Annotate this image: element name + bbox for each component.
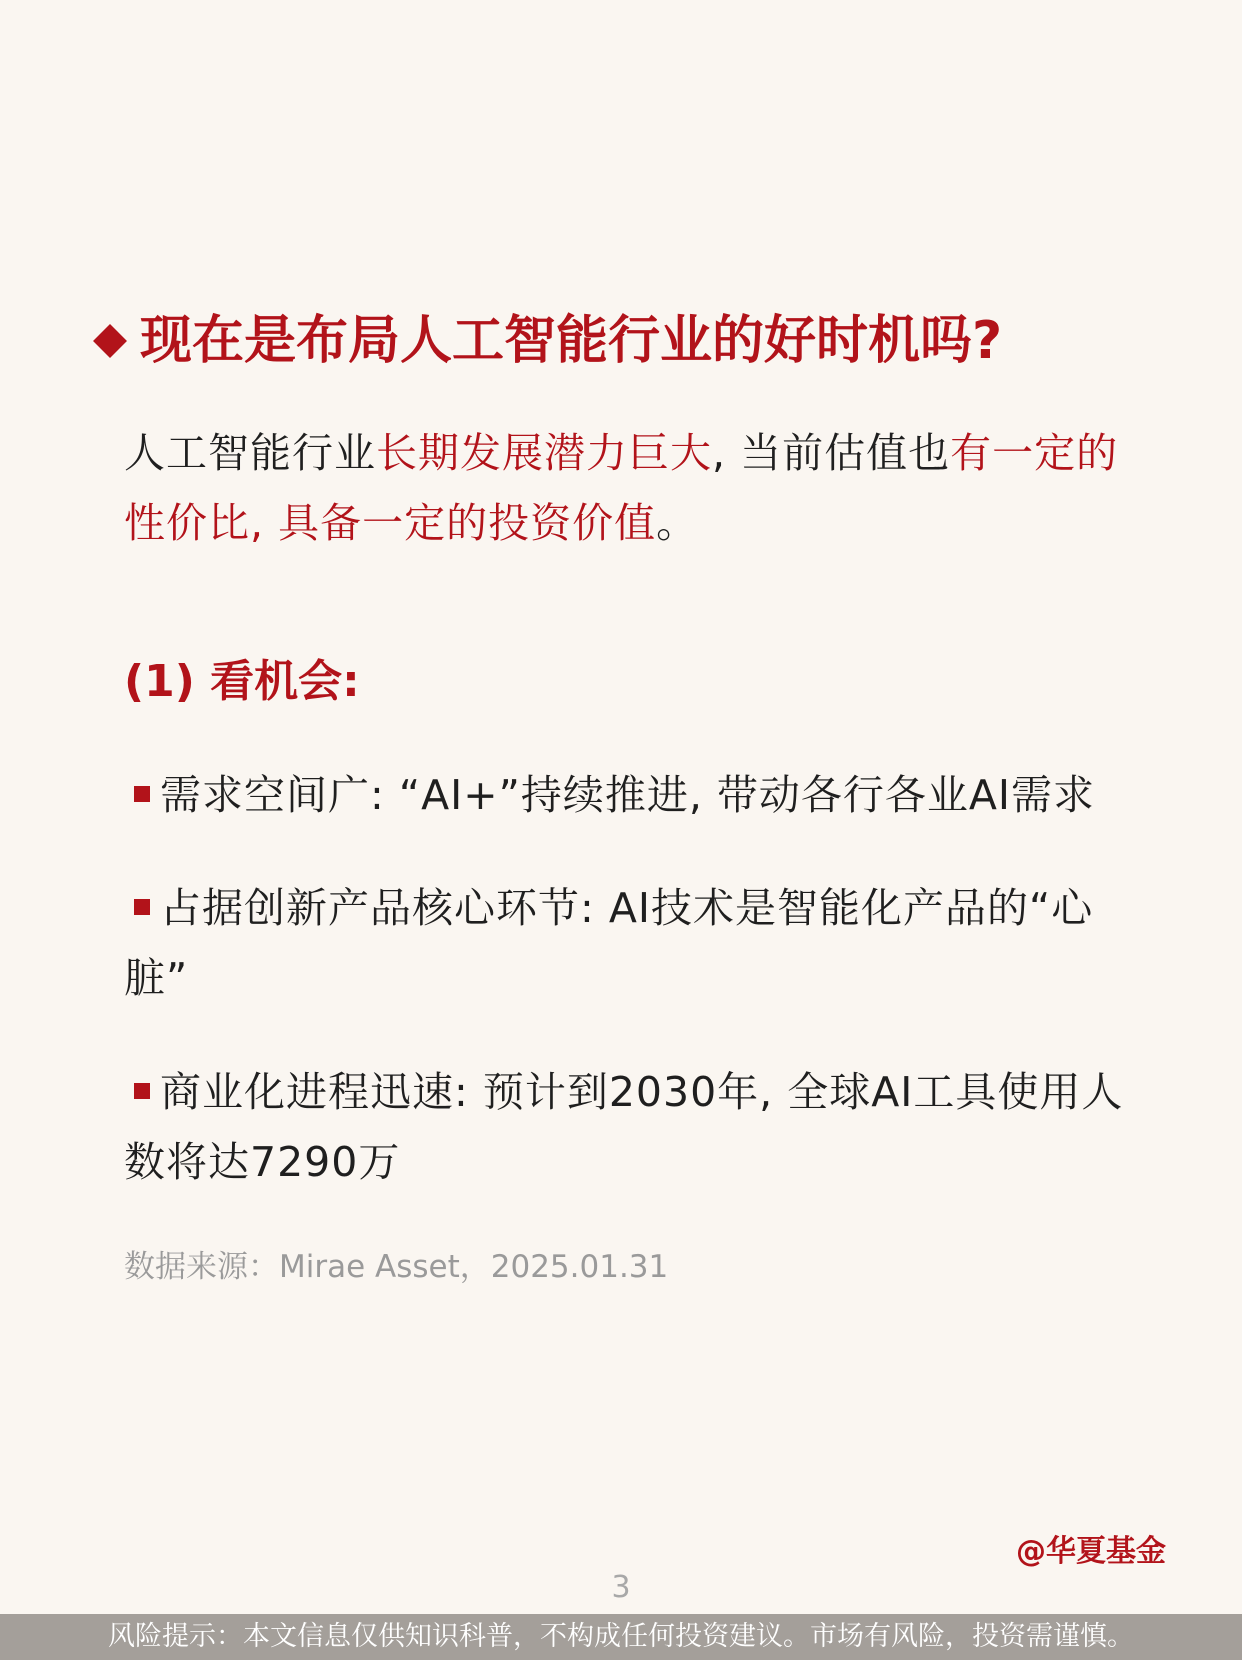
bullet-text: 需求空间广: “AI+”持续推进, 带动各行各业AI需求: [160, 771, 1096, 819]
page-number: 3: [611, 1570, 631, 1605]
data-source-note: 数据来源：Mirae Asset，2025.01.31: [124, 1249, 669, 1285]
bullet-item: [124, 760, 1154, 830]
square-bullet-icon: [134, 899, 150, 915]
intro-highlight-1: 长期发展潜力巨大: [376, 429, 712, 477]
brand-handle: @华夏基金: [1016, 1534, 1166, 1569]
risk-disclaimer-bar: 风险提示：本文信息仅供知识科普，不构成任何投资建议。市场有风险，投资需谨慎。: [0, 1614, 1242, 1660]
bullet-item: [124, 1057, 1154, 1197]
diamond-bullet-icon: [93, 324, 127, 358]
square-bullet-icon: [134, 786, 150, 802]
bullet-text: 占据创新产品核心环节: AI技术是智能化产品的“心脏”: [124, 884, 1094, 1002]
intro-highlight-2: 有一定的性价比, 具备一定的投资价值: [124, 429, 1119, 547]
intro-text-1: 人工智能行业: [124, 429, 376, 477]
bullet-text: 商业化进程迅速: 预计到2030年, 全球AI工具使用人数将达7290万: [124, 1068, 1124, 1186]
page-title: [94, 305, 1174, 377]
square-bullet-icon: [134, 1083, 150, 1099]
intro-text-2: , 当前估值也: [712, 429, 951, 477]
section-heading: (1) 看机会:: [124, 656, 360, 707]
bullet-item: [124, 873, 1154, 1013]
intro-text-3: 。: [656, 499, 699, 547]
intro-paragraph: [124, 418, 1146, 558]
page-title-text: 现在是布局人工智能行业的好时机吗?: [140, 311, 1003, 371]
